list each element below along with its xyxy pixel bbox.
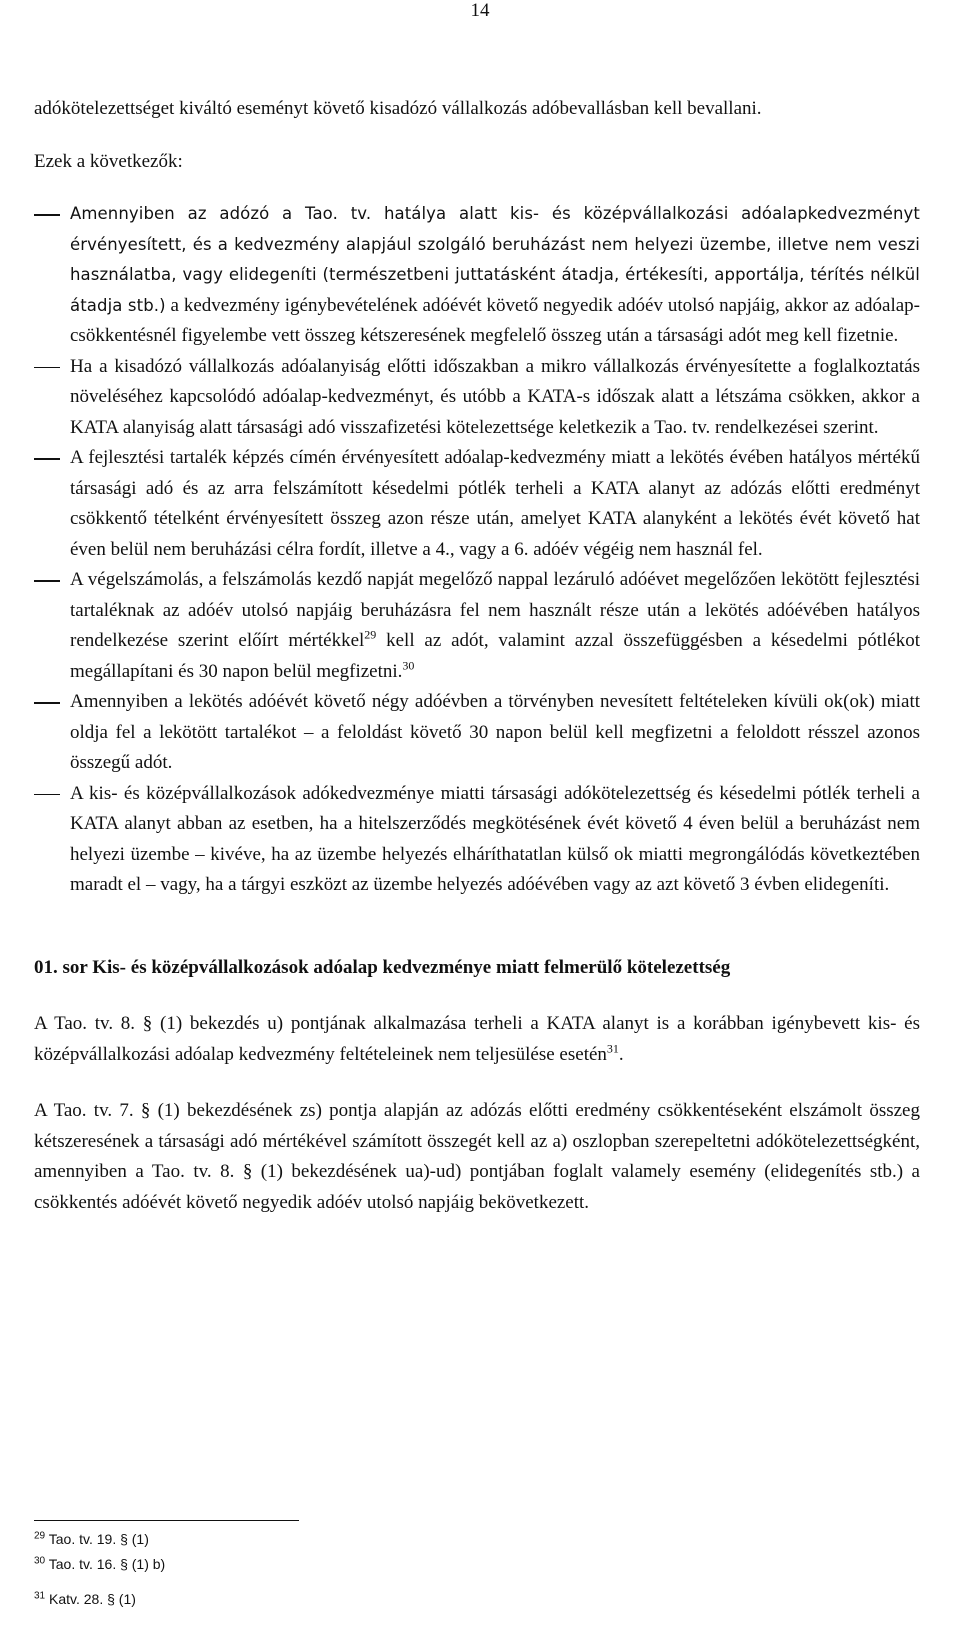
list-item-text-part1: A végelszámolás, a felszámolás kezdő napját megelőző nappal lezáruló adóévet megelőzően lekötött fejlesztési tartaléknak az adóév utolsó napjáig beruházásra fel nem használt része után a lekötés adóévében hatályos rendelkezése szerint előírt mértékkel: [70, 569, 920, 651]
list-item: [34, 565, 920, 687]
footnote-text: Tao. tv. 19. § (1): [45, 1531, 149, 1547]
intro-paragraph: adókötelezettséget kiváltó eseményt követő kisadózó vállalkozás adóbevallásban kell bevallani.: [34, 98, 762, 119]
obligation-list: [34, 199, 920, 901]
section-paragraph-2: A Tao. tv. 7. § (1) bekezdésének zs) pontja alapján az adózás előtti eredmény csökkentéseként elszámolt összeg kétszeresének a társasági adó mértékével számított összegét kell az a) oszlopban szerepeltetni adókötelezettségként, amennyiben a Tao. tv. 8. § (1) bekezdésének ua)-ud) pontjában foglalt valamely esemény (elidegenítés stb.) a csökkentés adóévét követő negyedik adóév utolsó napjáig bekövetkezett.: [34, 1100, 920, 1213]
footnote-ref[interactable]: 31: [606, 1041, 619, 1056]
section-heading: 01. sor Kis- és középvállalkozások adóalap kedvezménye miatt felmerülő kötelezettség: [34, 956, 731, 978]
footnote-number: 30: [34, 1555, 46, 1567]
page-number: 14: [470, 0, 490, 21]
footnote-ref[interactable]: 30: [402, 658, 415, 673]
list-item-text: Amennyiben a lekötés adóévét követő négy adóévben a törvényben nevesített feltételeken kívüli ok(ok) miatt oldja fel a lekötött tartalékot – a feloldást követő 30 napon belül kell megfizetni a feloldott résszel azonos összegű adót.: [70, 691, 920, 773]
list-item-text: A fejlesztési tartalék képzés címén érvényesített adóalap-kedvezmény miatt a lekötés évében hatályos mértékű társasági adó és az arra felszámított késedelmi pótlék terheli a KATA alanyt az adózás előtti eredményt csökkentő tételként érvényesített összeg azon része után, amelyet KATA alanyként a lekötés évét követő hat éven belül nem beruházási célra fordít, illetve a 4., vagy a 6. adóév végéig nem használ fel.: [70, 447, 920, 560]
intro-lead: Ezek a következők:: [34, 150, 183, 172]
list-item: [34, 779, 920, 901]
footnote-number: 29: [34, 1530, 46, 1542]
footnote-number: 31: [34, 1590, 46, 1602]
section-paragraph-1: [34, 1009, 920, 1070]
list-item-text-part1: Amennyiben az adózó a Tao. tv. hatálya alatt kis- és középvállalkozási adóalapkedvezményt érvényesített, és a kedvezmény alapjául szolgáló beruházást nem helyezi üzembe, illetve nem veszi használatba, vagy elidegeníti (természetbeni juttatásként átadja, értékesíti, apportálja, térítés nélkül átadja stb.): [70, 204, 920, 315]
list-item: [34, 443, 920, 565]
list-item-text: A kis- és középvállalkozások adókedvezménye miatti társasági adókötelezettség és késedelmi pótlék terheli a KATA alanyt abban az esetben, ha a hitelszerződés megkötésének évét követő 4 éven belül a beruházást nem helyezi üzembe – kivéve, ha az üzembe helyezés elháríthatatlan külső ok miatti megrongálódás következtében maradt el – vagy, ha a tárgyi eszközt az üzembe helyezés adóévében vagy az azt követő 3 évben elidegeníti.: [70, 782, 920, 895]
list-item: [34, 199, 920, 352]
paragraph-text: A Tao. tv. 8. § (1) bekezdés u) pontjának alkalmazása terheli a KATA alanyt is a korábban igénybevett kis- és középvállalkozási adóalap kedvezmény feltételeinek nem teljesülése esetén: [34, 1013, 920, 1065]
footnote-text: Katv. 28. § (1): [45, 1591, 136, 1607]
footnote: [34, 1527, 920, 1552]
list-item-text-part2: kell az adót, valamint azzal összefüggésben a késedelmi pótlékot megállapítani és 30 napon belül megfizetni.: [70, 630, 920, 682]
footnotes: [34, 1520, 920, 1612]
footnote: [34, 1587, 920, 1612]
footnote-ref[interactable]: 29: [364, 627, 377, 642]
list-item-text: Ha a kisadózó vállalkozás adóalanyiság előtti időszakban a mikro vállalkozás érvényesítette a foglalkoztatás növeléséhez kapcsolódó adóalap-kedvezményt, és utóbb a KATA-s időszak alatt a létszáma csökken, akkor a KATA alanyiság alatt társasági adó visszafizetési kötelezettsége keletkezik a Tao. tv. rendelkezései szerint.: [70, 355, 920, 438]
footnote: [34, 1552, 920, 1577]
list-item: [34, 687, 920, 779]
list-item-text-part2: a kedvezmény igénybevételének adóévét követő negyedik adóév utolsó napjáig, akkor az adóalap-csökkentésnél figyelembe vett összeg kétszeresének megfelelő összeg után a társasági adót meg kell fizetnie.: [70, 294, 920, 346]
footnote-divider: [34, 1520, 299, 1521]
document-body: [34, 94, 920, 1218]
list-item: [34, 352, 920, 444]
footnote-text: Tao. tv. 16. § (1) b): [45, 1556, 166, 1572]
paragraph-end: .: [618, 1043, 624, 1065]
